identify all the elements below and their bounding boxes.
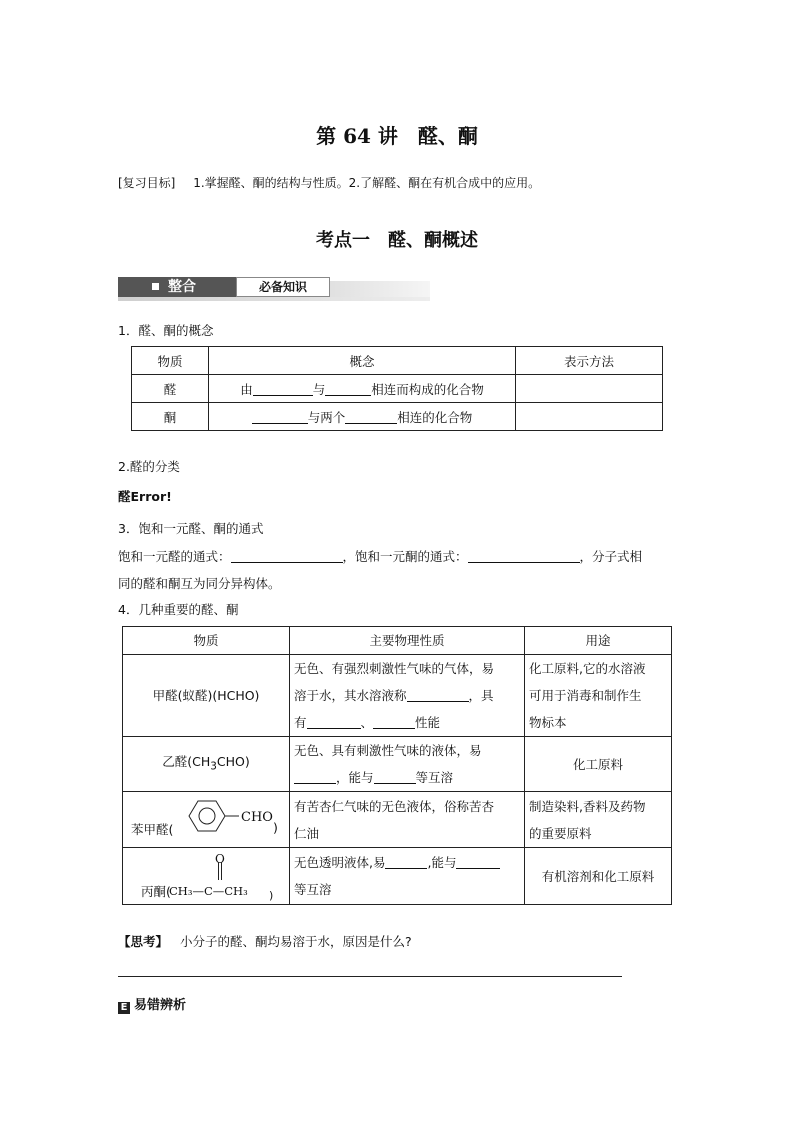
table-header-row bbox=[132, 347, 663, 375]
header-cell: 用途 bbox=[525, 627, 672, 655]
use-cell: 有机溶剂和化工原料 bbox=[525, 848, 672, 905]
table-row bbox=[123, 848, 672, 905]
fill-blank[interactable] bbox=[345, 410, 397, 424]
think-tag: 【思考】 bbox=[118, 934, 169, 949]
fill-blank[interactable] bbox=[407, 688, 469, 702]
cho-group: CHO bbox=[241, 810, 273, 825]
header-cell: 物质 bbox=[132, 347, 209, 375]
use-cell: 化工原料 bbox=[525, 737, 672, 792]
table-row bbox=[132, 375, 663, 403]
section2-heading: 2.醛的分类 bbox=[118, 459, 180, 474]
aldehyde-ketone-table bbox=[122, 626, 672, 905]
substance-cell: 甲醛(蚁醛)(HCHO) bbox=[123, 655, 290, 737]
concept-table bbox=[131, 346, 663, 431]
page-title: 第 64 讲 醛、酮 bbox=[316, 124, 478, 148]
notation-cell bbox=[516, 403, 663, 431]
goal-text: 1.掌握醛、酮的结构与性质。2.了解醛、酮在有机合成中的应用。 bbox=[193, 176, 541, 190]
header-cell: 主要物理性质 bbox=[290, 627, 525, 655]
substance-cell: 丙酮( O CH₃—C—CH₃ ) bbox=[123, 848, 290, 905]
carbonyl-oxygen: O bbox=[215, 852, 225, 866]
table-header-row bbox=[123, 627, 672, 655]
fill-blank[interactable] bbox=[307, 715, 361, 729]
concept-cell: 与两个 相连的化合物 bbox=[209, 403, 516, 431]
fill-blank[interactable] bbox=[294, 770, 336, 784]
answer-line[interactable] bbox=[118, 976, 622, 977]
property-cell: 无色、有强烈刺激性气味的气体，易 溶于水，其水溶液称 ，具 有 、 性能 bbox=[290, 655, 525, 737]
fill-blank[interactable] bbox=[253, 382, 313, 396]
table-row bbox=[123, 737, 672, 792]
table-row bbox=[132, 403, 663, 431]
isomer-line: 同的醛和酮互为同分异构体。 bbox=[118, 576, 281, 591]
section3-heading: 3．饱和一元醛、酮的通式 bbox=[118, 521, 264, 536]
benzene-ring-icon bbox=[179, 798, 241, 834]
table-row bbox=[123, 655, 672, 737]
formula-line: 饱和一元醛的通式： ，饱和一元酮的通式： ，分子式相 bbox=[118, 549, 643, 564]
fill-blank[interactable] bbox=[325, 382, 371, 396]
header-cell: 表示方法 bbox=[516, 347, 663, 375]
property-cell: 无色透明液体,易 ,能与 等互溶 bbox=[290, 848, 525, 905]
banner-shade bbox=[328, 281, 430, 297]
fill-blank[interactable] bbox=[456, 855, 500, 869]
header-cell: 概念 bbox=[209, 347, 516, 375]
think-text: 小分子的醛、酮均易溶于水，原因是什么? bbox=[180, 934, 412, 949]
substance-cell: 乙醛$(CH_3CHO)$ bbox=[123, 737, 290, 792]
fill-blank[interactable] bbox=[231, 549, 343, 563]
fill-blank[interactable] bbox=[468, 549, 580, 563]
use-cell: 制造染料,香料及药物 的重要原料 bbox=[525, 792, 672, 848]
acetone-formula: CH₃—C—CH₃ bbox=[169, 884, 248, 898]
banner-dark-label: 整合 bbox=[168, 279, 196, 295]
square-icon bbox=[152, 283, 159, 290]
table-row bbox=[123, 792, 672, 848]
fill-blank[interactable] bbox=[252, 410, 308, 424]
fill-blank[interactable] bbox=[373, 715, 415, 729]
banner-light-tab: 必备知识 bbox=[236, 277, 330, 297]
section-title: 考点一 醛、酮概述 bbox=[316, 230, 478, 251]
use-cell: 化工原料,它的水溶液 可用于消毒和制作生 物标本 bbox=[525, 655, 672, 737]
property-cell: 无色、具有刺激性气味的液体，易 ，能与 等互溶 bbox=[290, 737, 525, 792]
error-analysis-heading bbox=[118, 994, 186, 1014]
header-cell: 物质 bbox=[123, 627, 290, 655]
think-question bbox=[118, 932, 412, 950]
section1-heading: 1．醛、酮的概念 bbox=[118, 323, 214, 338]
goal-tag: [复习目标] bbox=[118, 176, 176, 190]
substance-cell: 醛 bbox=[132, 375, 209, 403]
property-cell: 有苦杏仁气味的无色液体，俗称苦杏 仁油 bbox=[290, 792, 525, 848]
banner-dark-tab bbox=[118, 277, 236, 297]
concept-cell: 由 与 相连而构成的化合物 bbox=[209, 375, 516, 403]
banner-underline bbox=[118, 297, 430, 301]
fill-blank[interactable] bbox=[374, 770, 416, 784]
notation-cell bbox=[516, 375, 663, 403]
section-banner bbox=[118, 277, 430, 301]
section4-heading: 4．几种重要的醛、酮 bbox=[118, 602, 239, 617]
classification-line: 醛Error! bbox=[118, 489, 172, 504]
substance-cell: 酮 bbox=[132, 403, 209, 431]
review-goal bbox=[118, 174, 540, 191]
fill-blank[interactable] bbox=[385, 855, 427, 869]
error-icon: E bbox=[118, 1002, 130, 1014]
error-label: 易错辨析 bbox=[134, 998, 187, 1013]
substance-cell: 苯甲醛( CHO ) bbox=[123, 792, 290, 848]
